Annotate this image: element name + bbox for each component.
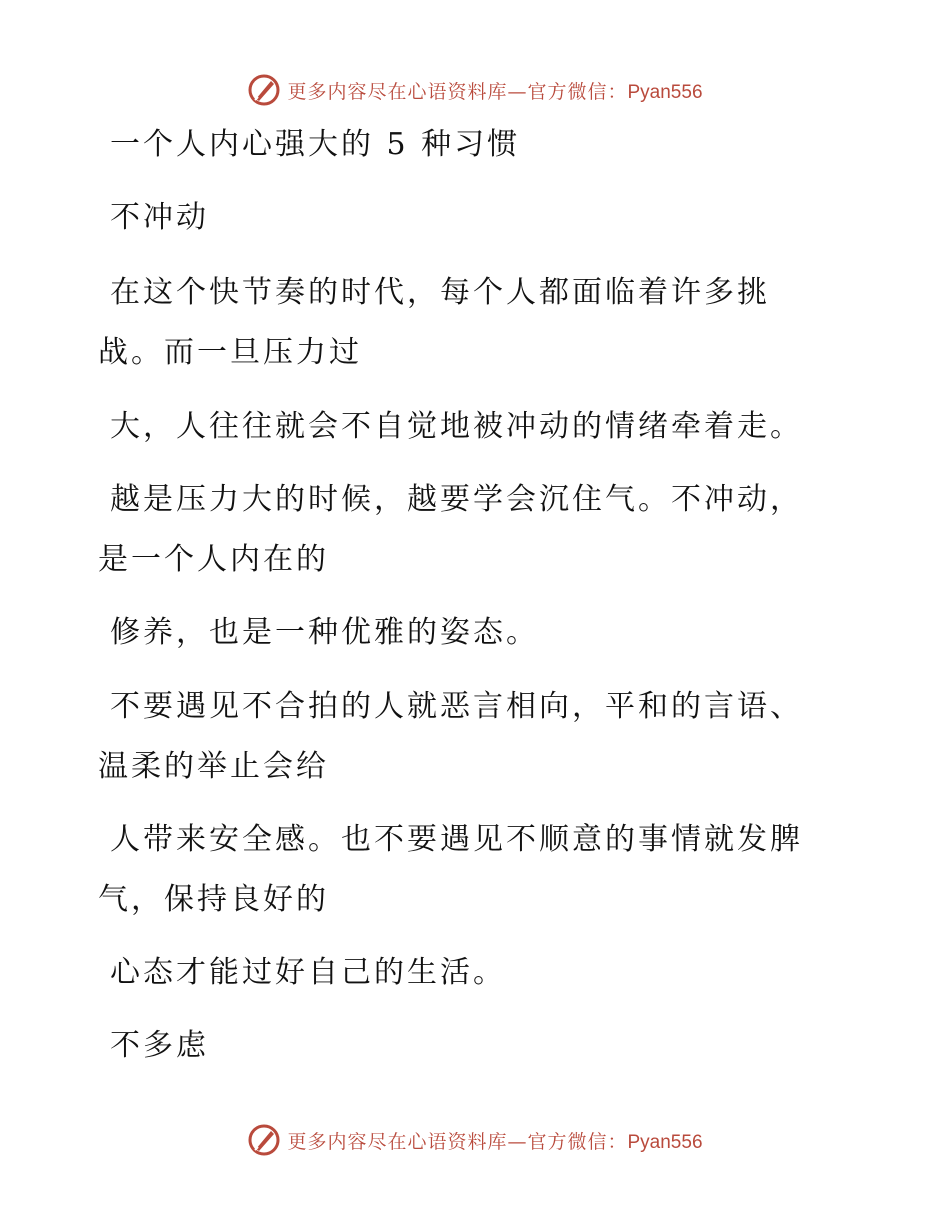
paragraph-line: 温柔的举止会给 — [98, 749, 329, 784]
footer-banner-text: 更多内容尽在心语资料库—官方微信：Pyan556 — [287, 1130, 703, 1153]
section-heading: 不多虑 — [110, 1028, 209, 1063]
paragraph-line: 修养，也是一种优雅的姿态。 — [110, 615, 539, 650]
paragraph-line: 在这个快节奏的时代，每个人都面临着许多挑 — [110, 275, 770, 310]
header-wechat-id: Pyan556 — [627, 81, 703, 103]
paragraph-line: 人带来安全感。也不要遇见不顺意的事情就发脾 — [110, 822, 803, 857]
paragraph-line: 不冲动 — [110, 200, 209, 235]
footer-banner — [0, 1120, 950, 1160]
document-title: 一个人内心强大的 5 种习惯 — [110, 127, 521, 162]
paragraph-line: 越是压力大的时候，越要学会沉住气。不冲动， — [110, 482, 803, 517]
paragraph-line: 战。而一旦压力过 — [98, 335, 362, 370]
header-banner — [0, 70, 950, 110]
paragraph-line: 心态才能过好自己的生活。 — [110, 955, 506, 990]
quill-logo-icon — [247, 73, 281, 107]
footer-wechat-id: Pyan556 — [627, 1131, 703, 1153]
quill-logo-icon — [247, 1123, 281, 1157]
paragraph-line: 大，人往往就会不自觉地被冲动的情绪牵着走。 — [110, 409, 803, 444]
paragraph-line: 是一个人内在的 — [98, 542, 329, 577]
header-banner-text: 更多内容尽在心语资料库—官方微信：Pyan556 — [287, 80, 703, 103]
paragraph-line: 气，保持良好的 — [98, 882, 329, 917]
paragraph-line: 不要遇见不合拍的人就恶言相向，平和的言语、 — [110, 689, 803, 724]
